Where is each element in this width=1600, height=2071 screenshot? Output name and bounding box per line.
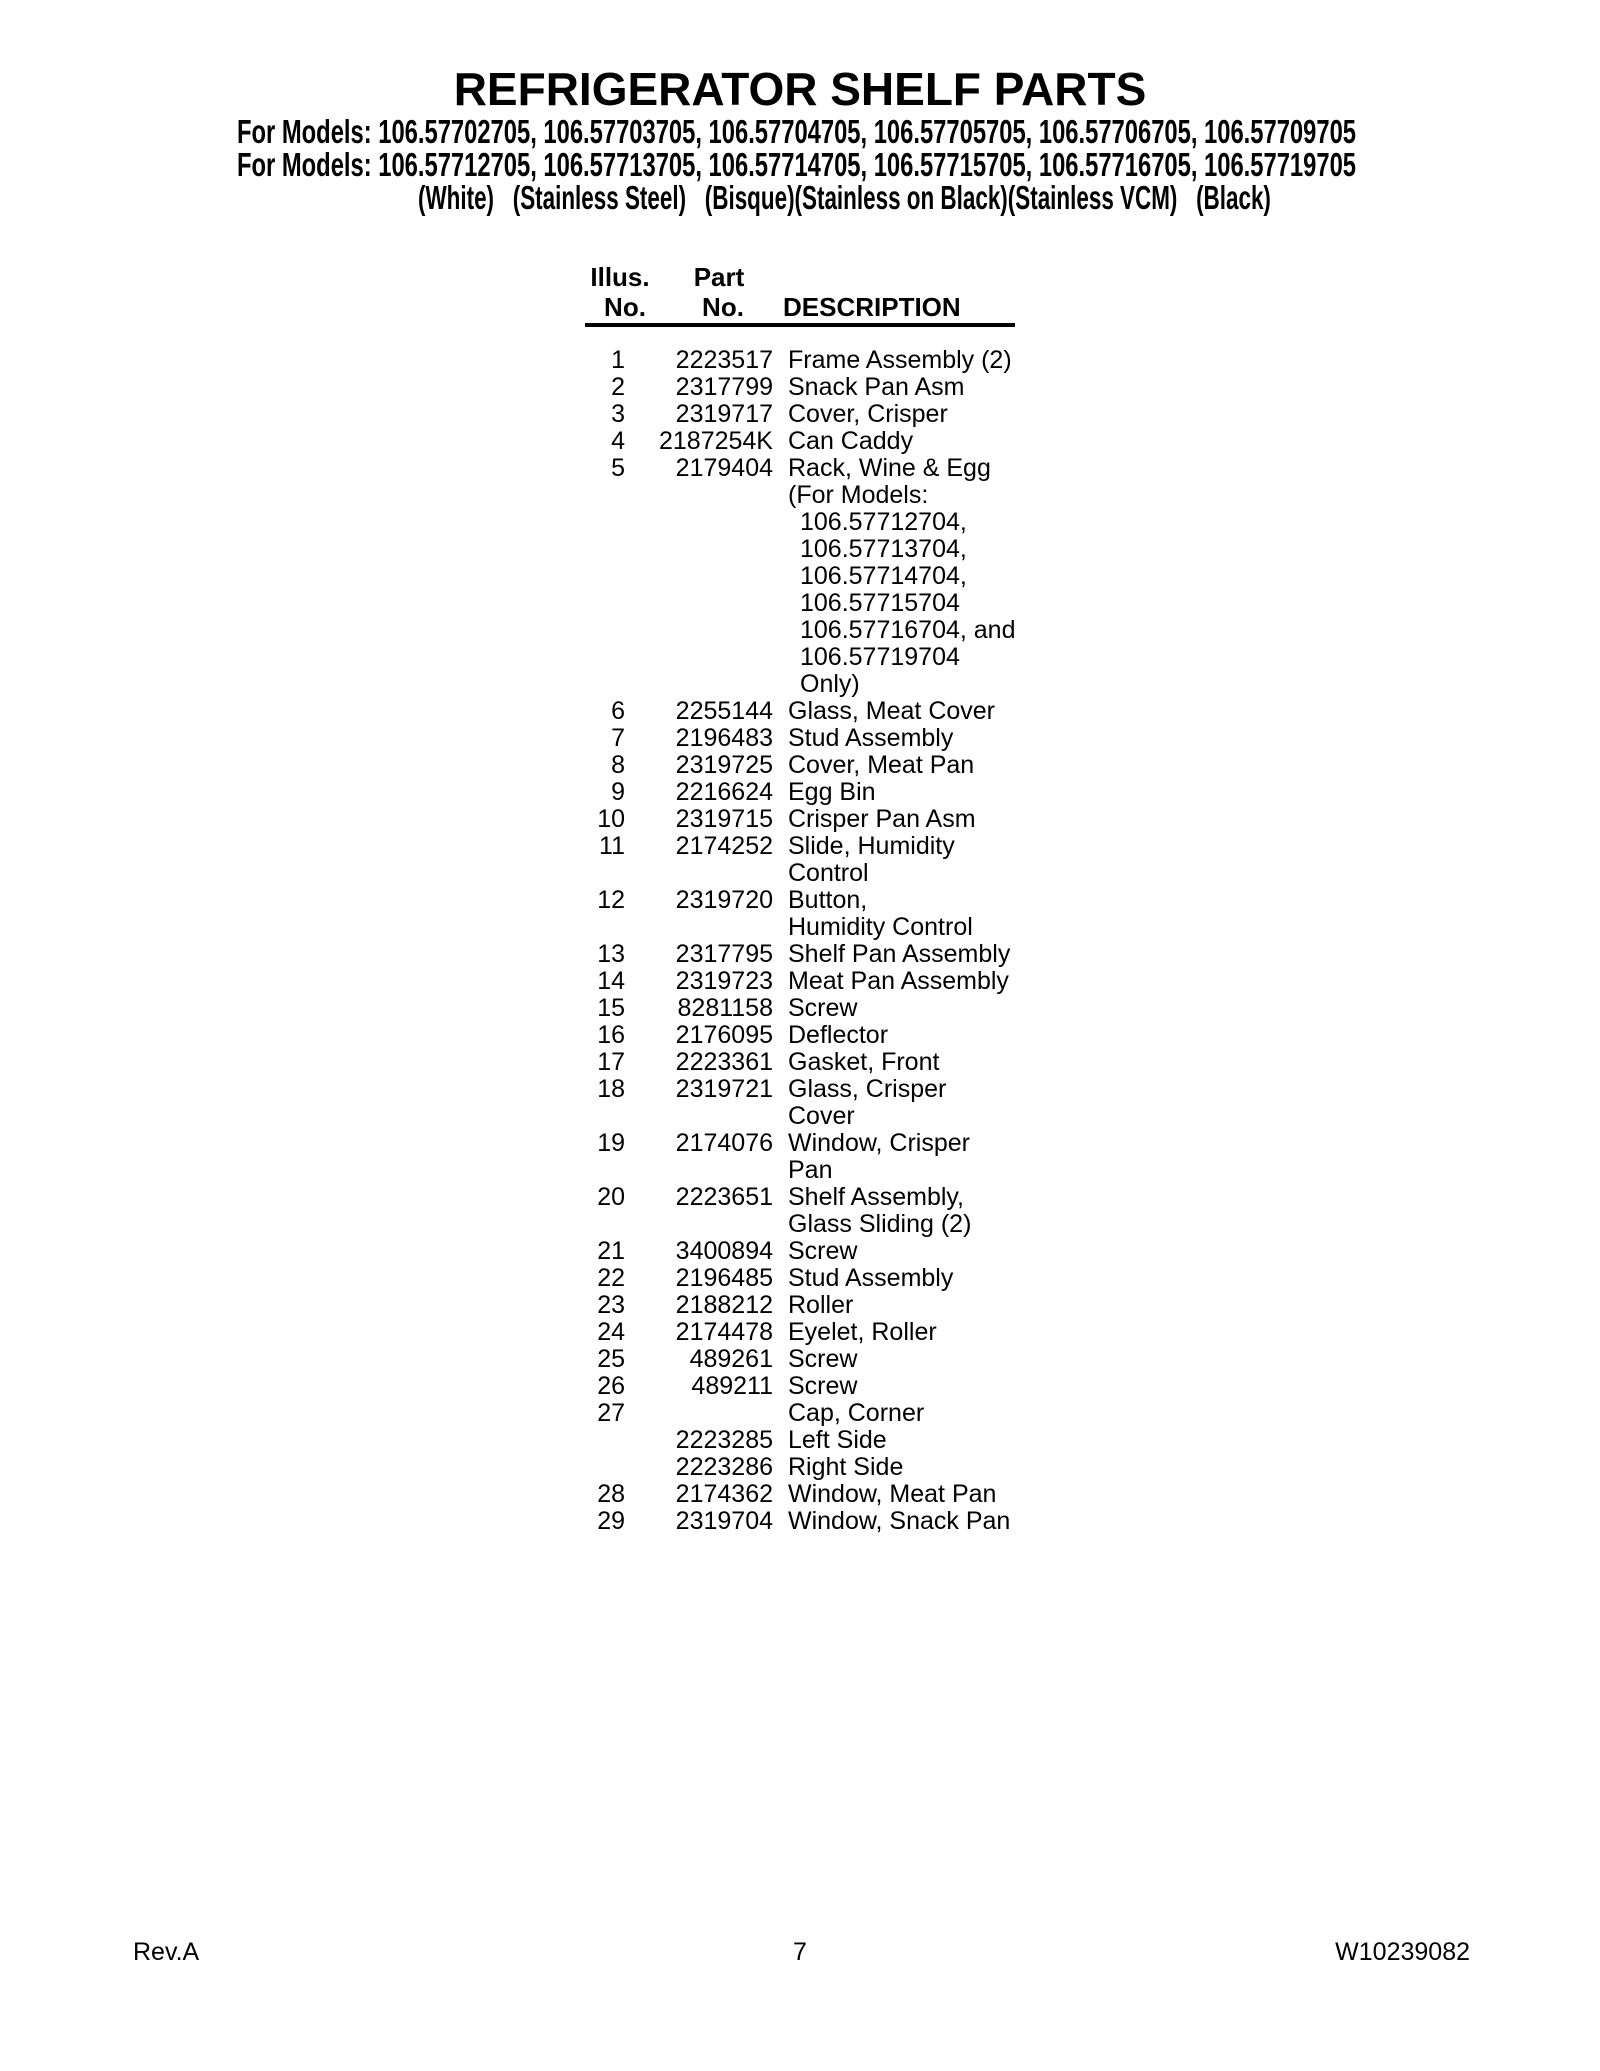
description-cell: Pan xyxy=(788,1156,833,1184)
table-row xyxy=(540,1481,1016,1508)
part-no-cell: 2223517 xyxy=(675,346,773,374)
description-cell: Can Caddy xyxy=(788,427,914,455)
table-row xyxy=(540,374,1016,401)
description-cell: Meat Pan Assembly xyxy=(788,967,1009,995)
description-cell: Left Side xyxy=(788,1426,887,1454)
part-no-cell: 2223285 xyxy=(675,1426,773,1454)
description-cell: Cover, Meat Pan xyxy=(788,751,975,779)
finish-options-line: (White) (Stainless Steel) (Bisque)(Stainless on Black)(Stainless VCM) (Black) xyxy=(418,179,1271,216)
part-no-cell: 2196483 xyxy=(675,724,773,752)
table-row xyxy=(540,1103,1016,1130)
illus-no-cell: 3 xyxy=(611,400,625,428)
description-cell: Eyelet, Roller xyxy=(788,1318,937,1346)
description-cell: Screw xyxy=(788,1237,858,1265)
illus-no-cell: 23 xyxy=(597,1291,625,1319)
description-cell: Cap, Corner xyxy=(788,1399,925,1427)
illus-no-cell: 5 xyxy=(611,454,625,482)
table-row xyxy=(540,347,1016,374)
model-list-line-2: For Models: 106.57712705, 106.57713705, 106.57714705, 106.57715705, 106.57716705, 106.57719705 xyxy=(237,146,1357,183)
table-row xyxy=(540,995,1016,1022)
table-row xyxy=(540,1130,1016,1157)
description-cell: Slide, Humidity xyxy=(788,832,955,860)
description-cell: Snack Pan Asm xyxy=(788,373,965,401)
table-row xyxy=(540,1184,1016,1211)
header-divider-rule xyxy=(585,323,1015,327)
column-header-description: DESCRIPTION xyxy=(783,292,961,322)
column-header-illus-no: No. xyxy=(604,292,646,322)
illus-no-cell: 7 xyxy=(611,724,625,752)
table-row xyxy=(540,1319,1016,1346)
part-no-cell: 2255144 xyxy=(675,697,773,725)
description-cell: Humidity Control xyxy=(788,913,973,941)
table-row xyxy=(540,806,1016,833)
illus-no-cell: 4 xyxy=(611,427,625,455)
part-no-cell: 2174478 xyxy=(675,1318,773,1346)
description-cell: Shelf Pan Assembly xyxy=(788,940,1011,968)
part-no-cell: 2317799 xyxy=(675,373,773,401)
illus-no-cell: 9 xyxy=(611,778,625,806)
column-header-illus: Illus. xyxy=(590,262,650,292)
illus-no-cell: 22 xyxy=(597,1264,625,1292)
part-no-cell: 2187254K xyxy=(658,427,773,455)
illus-no-cell: 1 xyxy=(611,346,625,374)
description-cell: Deflector xyxy=(788,1021,889,1049)
table-row xyxy=(540,482,1016,509)
part-no-cell: 2216624 xyxy=(675,778,773,806)
illus-no-cell: 11 xyxy=(599,832,625,860)
table-row xyxy=(540,1022,1016,1049)
part-no-cell: 2223651 xyxy=(675,1183,773,1211)
part-no-cell: 2319721 xyxy=(675,1075,773,1103)
part-no-cell: 2319717 xyxy=(675,400,773,428)
description-cell: Glass, Meat Cover xyxy=(788,697,996,725)
illus-no-cell: 18 xyxy=(597,1075,625,1103)
description-cell: Button, xyxy=(788,886,868,914)
parts-table xyxy=(540,347,1016,1535)
table-row xyxy=(540,1427,1016,1454)
table-row xyxy=(540,725,1016,752)
description-cell: Egg Bin xyxy=(788,778,876,806)
illus-no-cell: 2 xyxy=(611,373,625,401)
page-title: REFRIGERATOR SHELF PARTS xyxy=(453,63,1147,115)
table-row xyxy=(540,833,1016,860)
description-cell: Cover xyxy=(788,1102,855,1130)
illus-no-cell: 24 xyxy=(597,1318,625,1346)
table-row xyxy=(540,1265,1016,1292)
part-no-cell: 2319725 xyxy=(675,751,773,779)
illus-no-cell: 19 xyxy=(597,1129,625,1157)
table-row xyxy=(540,887,1016,914)
description-cell: 106.57715704 xyxy=(800,589,960,617)
description-cell: Stud Assembly xyxy=(788,724,954,752)
description-cell: Only) xyxy=(800,670,860,698)
model-list-line-1: For Models: 106.57702705, 106.57703705, 106.57704705, 106.57705705, 106.57706705, 106.57709705 xyxy=(237,113,1357,150)
description-cell: Shelf Assembly, xyxy=(788,1183,965,1211)
part-no-cell: 2176095 xyxy=(675,1021,773,1049)
part-no-cell: 489261 xyxy=(689,1345,773,1373)
illus-no-cell: 8 xyxy=(611,751,625,779)
description-cell: Gasket, Front xyxy=(788,1048,940,1076)
part-no-cell: 2317795 xyxy=(675,940,773,968)
illus-no-cell: 6 xyxy=(611,697,625,725)
part-no-cell: 3400894 xyxy=(675,1237,773,1265)
part-no-cell: 2319715 xyxy=(675,805,773,833)
description-cell: Screw xyxy=(788,994,858,1022)
part-no-cell: 2223286 xyxy=(675,1453,773,1481)
illus-no-cell: 15 xyxy=(597,994,625,1022)
table-row xyxy=(540,671,1016,698)
description-cell: Rack, Wine & Egg xyxy=(788,454,991,482)
table-row xyxy=(540,1049,1016,1076)
description-cell: Window, Meat Pan xyxy=(788,1480,997,1508)
description-cell: 106.57716704, and xyxy=(800,616,1016,644)
description-cell: Right Side xyxy=(788,1453,904,1481)
table-row xyxy=(540,1292,1016,1319)
description-cell: Window, Snack Pan xyxy=(788,1507,1011,1535)
table-row xyxy=(540,644,1016,671)
part-no-cell: 2174076 xyxy=(675,1129,773,1157)
illus-no-cell: 26 xyxy=(597,1372,625,1400)
illus-no-cell: 25 xyxy=(597,1345,625,1373)
illus-no-cell: 13 xyxy=(597,940,625,968)
description-cell: Glass, Crisper xyxy=(788,1075,947,1103)
illus-no-cell: 14 xyxy=(597,967,625,995)
description-cell: Stud Assembly xyxy=(788,1264,954,1292)
table-row xyxy=(540,563,1016,590)
illus-no-cell: 12 xyxy=(597,886,625,914)
description-cell: 106.57712704, xyxy=(800,508,967,536)
description-cell: 106.57714704, xyxy=(800,562,967,590)
part-no-cell: 2223361 xyxy=(675,1048,773,1076)
table-row xyxy=(540,509,1016,536)
description-cell: Roller xyxy=(788,1291,854,1319)
illus-no-cell: 27 xyxy=(597,1399,625,1427)
part-no-cell: 2179404 xyxy=(675,454,773,482)
part-no-cell: 8281158 xyxy=(677,994,773,1022)
description-cell: 106.57713704, xyxy=(800,535,967,563)
description-cell: Screw xyxy=(788,1372,858,1400)
part-no-cell: 2196485 xyxy=(675,1264,773,1292)
description-cell: Crisper Pan Asm xyxy=(788,805,976,833)
illus-no-cell: 20 xyxy=(597,1183,625,1211)
illus-no-cell: 28 xyxy=(597,1480,625,1508)
illus-no-cell: 10 xyxy=(597,805,625,833)
description-cell: Control xyxy=(788,859,869,887)
description-cell: (For Models: xyxy=(788,481,929,509)
table-row xyxy=(540,401,1016,428)
part-no-cell: 2174252 xyxy=(675,832,773,860)
table-row xyxy=(540,941,1016,968)
description-cell: Cover, Crisper xyxy=(788,400,948,428)
illus-no-cell: 16 xyxy=(597,1021,625,1049)
footer-doc-number: W10239082 xyxy=(1335,1938,1470,1966)
part-no-cell: 2174362 xyxy=(675,1480,773,1508)
table-row xyxy=(540,1211,1016,1238)
table-row xyxy=(540,1373,1016,1400)
table-row xyxy=(540,1238,1016,1265)
description-cell: Window, Crisper xyxy=(788,1129,970,1157)
table-row xyxy=(540,1346,1016,1373)
table-row xyxy=(540,914,1016,941)
table-row xyxy=(540,1076,1016,1103)
part-no-cell: 2319704 xyxy=(675,1507,773,1535)
column-header-part-no: No. xyxy=(702,292,744,322)
part-no-cell: 2319723 xyxy=(675,967,773,995)
illus-no-cell: 29 xyxy=(597,1507,625,1535)
table-row xyxy=(540,1454,1016,1481)
part-no-cell: 489211 xyxy=(691,1372,773,1400)
table-row xyxy=(540,968,1016,995)
table-row xyxy=(540,428,1016,455)
illus-no-cell: 21 xyxy=(597,1237,625,1265)
part-no-cell: 2188212 xyxy=(675,1291,773,1319)
description-cell: Frame Assembly (2) xyxy=(788,346,1012,374)
table-row xyxy=(540,779,1016,806)
table-row xyxy=(540,536,1016,563)
part-no-cell: 2319720 xyxy=(675,886,773,914)
description-cell: 106.57719704 xyxy=(800,643,960,671)
table-row xyxy=(540,752,1016,779)
description-cell: Glass Sliding (2) xyxy=(788,1210,972,1238)
table-row xyxy=(540,860,1016,887)
table-row xyxy=(540,1157,1016,1184)
footer-page-number: 7 xyxy=(793,1938,807,1966)
table-row xyxy=(540,698,1016,725)
column-header-part: Part xyxy=(693,262,745,292)
table-row xyxy=(540,617,1016,644)
illus-no-cell: 17 xyxy=(597,1048,625,1076)
description-cell: Screw xyxy=(788,1345,858,1373)
table-row xyxy=(540,590,1016,617)
table-row xyxy=(540,1400,1016,1427)
footer-revision: Rev.A xyxy=(133,1938,200,1966)
table-row xyxy=(540,1508,1016,1535)
table-row xyxy=(540,455,1016,482)
